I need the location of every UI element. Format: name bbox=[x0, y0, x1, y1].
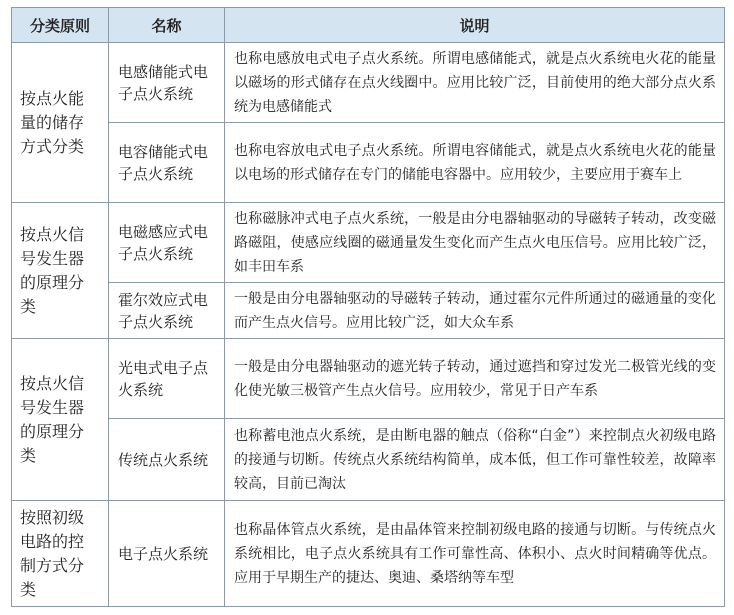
table-row bbox=[12, 43, 725, 123]
header-description: 说明 bbox=[225, 8, 725, 43]
name-cell: 光电式电子点火系统 bbox=[109, 339, 225, 419]
principle-cell: 按点火信号发生器的原理分类 bbox=[12, 339, 109, 501]
name-cell: 霍尔效应式电子点火系统 bbox=[109, 283, 225, 339]
table-row bbox=[12, 283, 725, 339]
ignition-classification-table bbox=[11, 7, 725, 607]
table-row bbox=[12, 419, 725, 501]
description-cell: 也称电容放电式电子点火系统。所谓电容储能式，就是点火系统电火花的能量以电场的形式储存在专门的储能电容器中。应用较少，主要应用于赛车上 bbox=[225, 123, 725, 203]
description-cell: 一般是由分电器轴驱动的导磁转子转动，通过霍尔元件所通过的磁通量的变化而产生点火信号。应用比较广泛，如大众车系 bbox=[225, 283, 725, 339]
table-row bbox=[12, 501, 725, 607]
table-body bbox=[12, 43, 725, 607]
name-cell: 电磁感应式电子点火系统 bbox=[109, 203, 225, 283]
description-cell: 也称晶体管点火系统，是由晶体管来控制初级电路的接通与切断。与传统点火系统相比，电子点火系统具有工作可靠性高、体积小、点火时间精确等优点。应用于早期生产的捷达、奥迪、桑塔纳等车型 bbox=[225, 501, 725, 607]
table-header bbox=[12, 8, 725, 43]
description-cell: 也称蓄电池点火系统，是由断电器的触点（俗称“白金”）来控制点火初级电路的接通与切断。传统点火系统结构简单，成本低，但工作可靠性较差，故障率较高，目前已淘汰 bbox=[225, 419, 725, 501]
name-cell: 电感储能式电子点火系统 bbox=[109, 43, 225, 123]
name-cell: 电子点火系统 bbox=[109, 501, 225, 607]
name-cell: 电容储能式电子点火系统 bbox=[109, 123, 225, 203]
table-row bbox=[12, 339, 725, 419]
name-cell: 传统点火系统 bbox=[109, 419, 225, 501]
principle-cell: 按照初级电路的控制方式分类 bbox=[12, 501, 109, 607]
principle-cell: 按点火信号发生器的原理分类 bbox=[12, 203, 109, 339]
header-name: 名称 bbox=[109, 8, 225, 43]
header-row bbox=[12, 8, 725, 43]
table-row bbox=[12, 123, 725, 203]
description-cell: 也称磁脉冲式电子点火系统，一般是由分电器轴驱动的导磁转子转动，改变磁路磁阻，使感应线圈的磁通量发生变化而产生点火电压信号。应用比较广泛，如丰田车系 bbox=[225, 203, 725, 283]
principle-cell: 按点火能量的储存方式分类 bbox=[12, 43, 109, 203]
header-principle: 分类原则 bbox=[12, 8, 109, 43]
description-cell: 一般是由分电器轴驱动的遮光转子转动，通过遮挡和穿过发光二极管光线的变化使光敏三极管产生点火信号。应用较少，常见于日产车系 bbox=[225, 339, 725, 419]
table-row bbox=[12, 203, 725, 283]
description-cell: 也称电感放电式电子点火系统。所谓电感储能式，就是点火系统电火花的能量以磁场的形式储存在点火线圈中。应用比较广泛，目前使用的绝大部分点火系统为电感储能式 bbox=[225, 43, 725, 123]
